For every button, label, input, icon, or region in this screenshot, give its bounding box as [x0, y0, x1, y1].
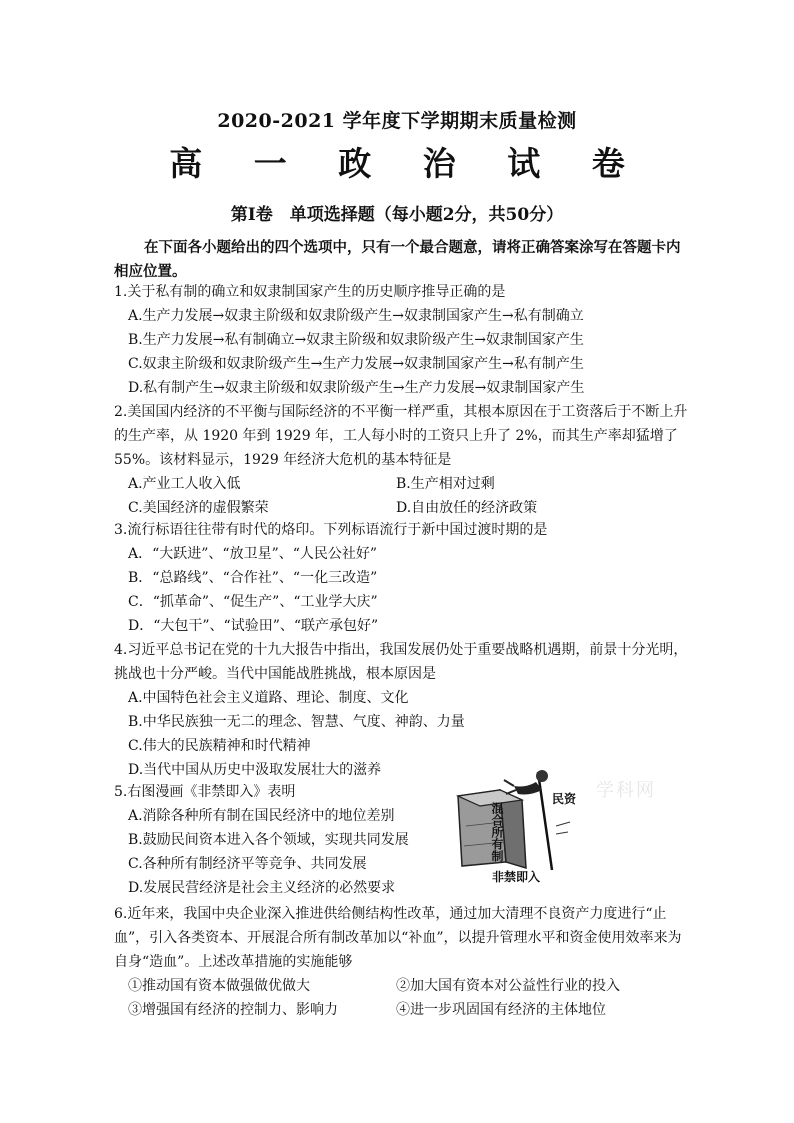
option-a: A．“大跃进”、“放卫星”、“人民公社好” — [128, 546, 378, 562]
option-a: A.消除各种所有制在国民经济中的地位差别 — [128, 808, 395, 824]
section-title: 第Ⅰ卷 单项选择题（每小题2分，共50分） — [230, 205, 564, 225]
option-b: B.生产相对过剩 — [396, 476, 495, 492]
exam-title: 高 一 政 治 试 卷 — [169, 144, 645, 183]
vault-pole — [538, 772, 552, 870]
cartoon-illustration — [452, 766, 588, 886]
option-c: C.伟大的民族精神和时代精神 — [128, 738, 311, 754]
person-body — [514, 782, 542, 795]
option-row — [114, 998, 688, 1022]
question-stem: 4.习近平总书记在党的十九大报告中指出，我国发展仍处于重要战略机遇期，前景十分光明，挑战也十分严峻。当代中国能战胜挑战，根本原因是 — [114, 642, 688, 682]
question-5 — [114, 780, 444, 900]
option-b: B．“总路线”、“合作社”、“一化三改造” — [128, 570, 378, 586]
question-stem: 6.近年来，我国中央企业深入推进供给侧结构性改革，通过加大清理不良资产力度进行“止血”，引入各类资本、开展混合所有制改革加以“补血”，以提升管理水平和资金使用效率来为自身“造血”。上述改革措施的实施能够 — [114, 906, 682, 970]
option-3: ③增强国有经济的控制力、影响力 — [128, 1002, 338, 1018]
option-row — [114, 974, 688, 998]
option-row — [114, 496, 688, 520]
question-3 — [114, 518, 688, 638]
option-c: C．“抓革命”、“促生产”、“工业学大庆” — [128, 594, 378, 610]
question-stem: 1.关于私有制的确立和奴隶制国家产生的历史顺序推导正确的是 — [114, 284, 506, 300]
section-instruction: 在下面各小题给出的四个选项中，只有一个最合题意，请将正确答案涂写在答题卡内相应位置。 — [114, 239, 681, 280]
exam-year-line: 2020-2021 学年度下学期期末质量检测 — [217, 110, 577, 132]
person-label: 民资 — [552, 792, 577, 806]
option-d: D.当代中国从历史中汲取发展壮大的滋养 — [128, 762, 382, 778]
option-d: D.发展民营经济是社会主义经济的必然要求 — [128, 880, 396, 896]
option-d: D.自由放任的经济政策 — [396, 500, 538, 516]
question-stem: 2.美国国内经济的不平衡与国际经济的不平衡一样严重，其根本原因在于工资落后于不断上升的生产率，从 1920 年到 1929 年，工人每小时的工资只上升了 2%，而其生产率却猛增了 55%。该材料显示，1929 年经济大危机的基本特征是 — [114, 404, 688, 468]
option-d: D.私有制产生→奴隶主阶级和奴隶阶级产生→生产力发展→奴隶制国家产生 — [128, 380, 585, 396]
question-stem: 5.右图漫画《非禁即入》表明 — [114, 784, 296, 800]
option-b: B.鼓励民间资本进入各个领域，实现共同发展 — [128, 832, 409, 848]
option-c: C.奴隶主阶级和奴隶阶级产生→生产力发展→奴隶制国家产生→私有制产生 — [128, 356, 584, 372]
person-head — [536, 770, 548, 782]
question-2 — [114, 400, 688, 520]
option-2: ②加大国有资本对公益性行业的投入 — [396, 978, 620, 994]
wall-label: 混合所有制 — [490, 802, 504, 862]
watermark: 学科网 — [596, 780, 656, 801]
option-a: A.生产力发展→奴隶主阶级和奴隶阶级产生→奴隶制国家产生→私有制确立 — [128, 308, 584, 324]
option-b: B.中华民族独一无二的理念、智慧、气度、神韵、力量 — [128, 714, 465, 730]
option-row — [114, 472, 688, 496]
option-d: D．“大包干”、“试验田”、“联产承包好” — [128, 618, 379, 634]
option-c: C.各种所有制经济平等竞争、共同发展 — [128, 856, 367, 872]
question-1 — [114, 280, 688, 400]
option-a: A.中国特色社会主义道路、理论、制度、文化 — [128, 690, 409, 706]
option-4: ④进一步巩固国有经济的主体地位 — [396, 1002, 606, 1018]
option-1: ①推动国有资本做强做优做大 — [128, 978, 310, 994]
question-stem: 3.流行标语往往带有时代的烙印。下列标语流行于新中国过渡时期的是 — [114, 522, 548, 538]
cartoon-caption: 非禁即入 — [492, 870, 541, 884]
question-6 — [114, 902, 688, 1022]
option-b: B.生产力发展→私有制确立→奴隶主阶级和奴隶阶级产生→奴隶制国家产生 — [128, 332, 584, 348]
option-c: C.美国经济的虚假繁荣 — [128, 500, 269, 516]
question-4 — [114, 638, 688, 782]
option-a: A.产业工人收入低 — [128, 476, 241, 492]
